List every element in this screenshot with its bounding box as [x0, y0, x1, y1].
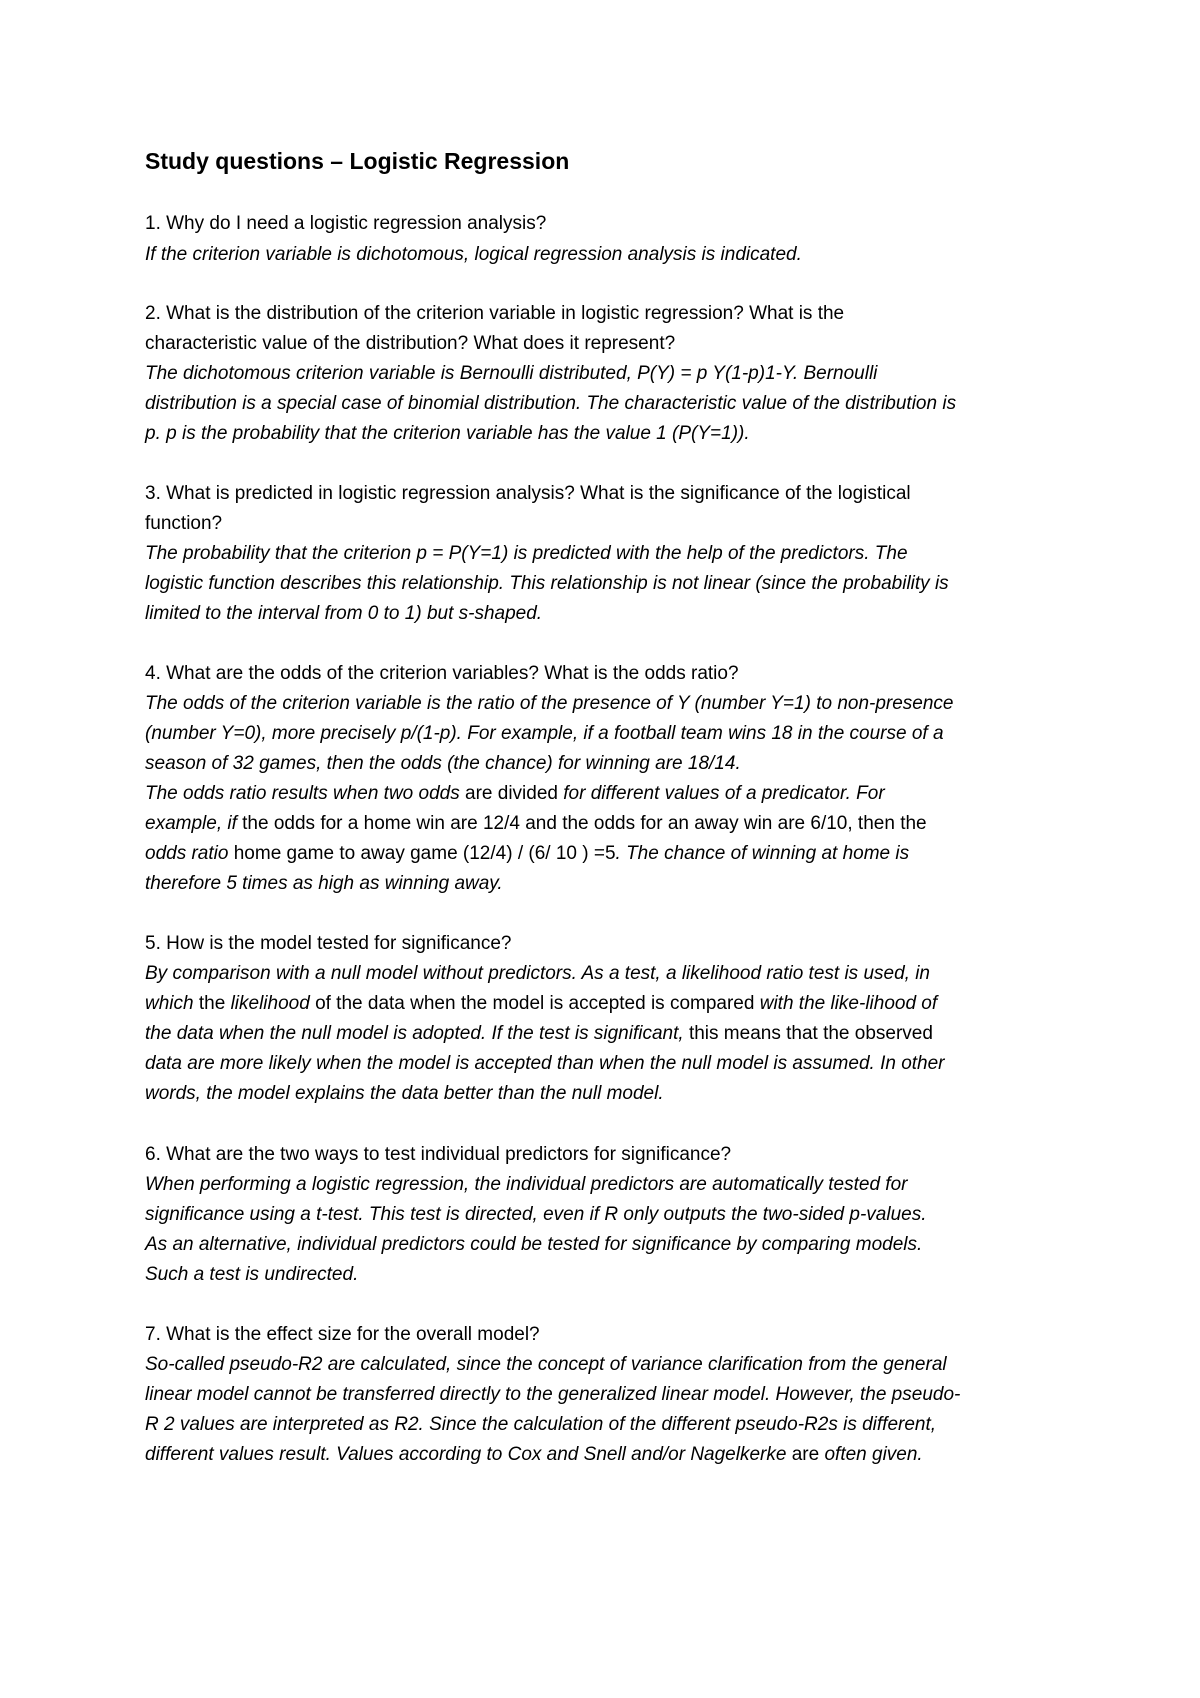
answer-line: [145, 1443, 923, 1467]
question-line: 5. How is the model tested for significance?: [145, 933, 512, 954]
answer-line: R 2 values are interpreted as R2. Since the calculation of the different pseudo-R2s is different,: [145, 1414, 937, 1435]
answer-line: Such a test is undirected.: [145, 1264, 359, 1285]
answer-segment: the data when the null model is adopted. If the test is significant,: [145, 1023, 689, 1044]
answer-line: The odds of the criterion variable is the ratio of the presence of Y (number Y=1) to non-presence: [145, 693, 954, 714]
answer-line: [145, 992, 937, 1016]
answer-segment: example, if: [145, 813, 243, 834]
answer-segment: which: [145, 993, 199, 1014]
question-line: 1. Why do I need a logistic regression analysis?: [145, 213, 547, 234]
answer-line: The dichotomous criterion variable is Bernoulli distributed, P(Y) = p Y(1-p)1-Y. Bernoulli: [145, 363, 878, 384]
answer-line: season of 32 games, then the odds (the chance) for winning are 18/14.: [145, 753, 741, 774]
answer-line: significance using a t-test. This test is directed, even if R only outputs the two-sided p-values.: [145, 1204, 927, 1225]
answer-segment: are divided: [465, 783, 564, 804]
answer-line: As an alternative, individual predictors could be tested for significance by comparing models.: [145, 1234, 923, 1255]
answer-line: linear model cannot be transferred directly to the generalized linear model. However, the pseudo-: [145, 1384, 961, 1405]
question-line: 4. What are the odds of the criterion variables? What is the odds ratio?: [145, 663, 739, 684]
answer-segment: often given.: [824, 1444, 923, 1465]
question-line: function?: [145, 513, 223, 534]
question-line: 6. What are the two ways to test individual predictors for significance?: [145, 1144, 732, 1165]
answer-segment: likelihood: [230, 993, 316, 1014]
question-line: characteristic value of the distribution? What does it represent?: [145, 333, 676, 354]
answer-segment: The odds ratio results when two odds: [145, 783, 466, 804]
answer-segment: the: [198, 993, 231, 1014]
answer-line: [145, 782, 885, 806]
question-line: 2. What is the distribution of the criterion variable in logistic regression? What is the: [145, 303, 845, 324]
question-line: 7. What is the effect size for the overall model?: [145, 1324, 540, 1345]
answer-line: When performing a logistic regression, the individual predictors are automatically tested for: [145, 1174, 908, 1195]
answer-line: [145, 842, 909, 866]
answer-line: therefore 5 times as high as winning away.: [145, 873, 503, 894]
answer-segment: . The chance of winning at home is: [615, 843, 910, 864]
answer-line: [145, 1022, 933, 1046]
answer-segment: the odds for a home win are 12/4 and the odds for an away win are 6/10, then the: [242, 813, 927, 834]
answer-segment: for different values of a predicator. For: [563, 783, 885, 804]
answer-line: If the criterion variable is dichotomous, logical regression analysis is indicated.: [145, 244, 802, 265]
answer-line: The probability that the criterion p = P(Y=1) is predicted with the help of the predictors. The: [145, 543, 908, 564]
answer-segment: different values result. Values according to Cox and Snell and/or Nagelkerke: [145, 1444, 792, 1465]
answer-line: limited to the interval from 0 to 1) but s-shaped.: [145, 603, 543, 624]
question-line: 3. What is predicted in logistic regression analysis? What is the significance of the logistical: [145, 483, 911, 504]
answer-segment: of the data when the model is accepted is compared: [315, 993, 760, 1014]
answer-line: logistic function describes this relationship. This relationship is not linear (since the probability is: [145, 573, 949, 594]
answer-segment: this means that the observed: [688, 1023, 933, 1044]
answer-line: data are more likely when the model is accepted than when the null model is assumed. In other: [145, 1053, 945, 1074]
answer-line: p. p is the probability that the criterion variable has the value 1 (P(Y=1)).: [145, 423, 750, 444]
answer-segment: odds ratio: [145, 843, 234, 864]
answer-line: (number Y=0), more precisely p/(1-p). For example, if a football team wins 18 in the course of a: [145, 723, 944, 744]
answer-segment: are: [791, 1444, 825, 1465]
answer-segment: home game to away game (12/4) / (6/ 10 ) =5: [233, 843, 616, 864]
answer-line: [145, 812, 927, 836]
answer-segment: with the like-lihood of: [759, 993, 938, 1014]
answer-line: So-called pseudo-R2 are calculated, since the concept of variance clarification from the general: [145, 1354, 947, 1375]
document-title: Study questions – Logistic Regression: [145, 148, 570, 174]
answer-line: distribution is a special case of binomial distribution. The characteristic value of the distribution is: [145, 393, 957, 414]
answer-line: words, the model explains the data better than the null model.: [145, 1083, 664, 1104]
answer-line: By comparison with a null model without predictors. As a test, a likelihood ratio test is used, in: [145, 963, 931, 984]
